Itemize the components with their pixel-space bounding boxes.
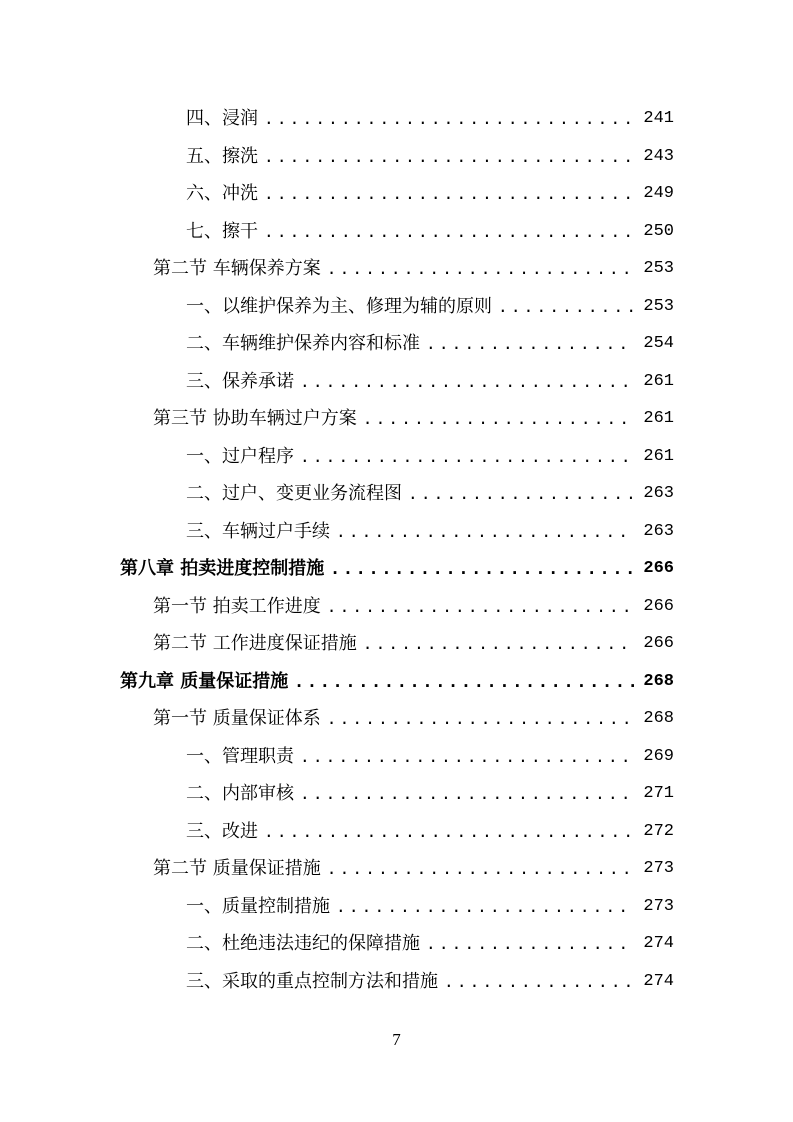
toc-entry[interactable] <box>0 888 793 926</box>
toc-entry-page: 254 <box>643 334 674 353</box>
toc-section-entry[interactable] <box>0 850 793 888</box>
toc-entry-page: 272 <box>643 821 674 841</box>
toc-entry-label: 七、擦干 <box>186 220 258 242</box>
toc-entry-label: 二、过户、变更业务流程图 <box>186 483 402 504</box>
toc-section-entry[interactable] <box>0 625 793 663</box>
toc-entry-label: 第一节 质量保证体系 <box>153 708 321 729</box>
dot-leader <box>327 850 634 888</box>
toc-entry-page: 261 <box>643 409 674 428</box>
toc-section-entry[interactable] <box>0 588 793 626</box>
toc-chapter-entry[interactable] <box>0 550 793 588</box>
toc-entry-page: 266 <box>643 596 674 616</box>
dot-leader <box>363 625 634 663</box>
dot-leader <box>426 925 634 963</box>
toc-entry-label: 一、以维护保养为主、修理为辅的原则 <box>186 295 492 317</box>
toc-entry-page: 268 <box>643 671 674 691</box>
toc-entry-label: 第二节 车辆保养方案 <box>153 258 321 279</box>
toc-entry-label: 一、过户程序 <box>186 445 294 467</box>
toc-entry-label: 一、管理职责 <box>186 745 294 767</box>
toc-entry-label: 第三节 协助车辆过户方案 <box>153 408 357 429</box>
toc-entry-page: 249 <box>643 184 674 203</box>
toc-entry-page: 274 <box>643 971 674 991</box>
toc-entry-label: 三、采取的重点控制方法和措施 <box>186 970 438 992</box>
dot-leader <box>327 700 634 738</box>
toc-entry-label: 四、浸润 <box>186 108 258 129</box>
dot-leader <box>363 400 634 438</box>
toc-entry-label: 五、擦洗 <box>186 145 258 167</box>
dot-leader <box>300 438 634 476</box>
toc-chapter-entry[interactable] <box>0 663 793 701</box>
dot-leader <box>264 213 634 251</box>
toc-entry[interactable] <box>0 213 793 251</box>
toc-section-entry[interactable] <box>0 700 793 738</box>
toc-entry-label: 二、车辆维护保养内容和标准 <box>186 333 420 354</box>
dot-leader <box>327 250 634 288</box>
toc-entry[interactable] <box>0 925 793 963</box>
toc-entry-page: 269 <box>643 746 674 766</box>
toc-entry[interactable] <box>0 775 793 813</box>
toc-entry-page: 273 <box>643 859 674 878</box>
dot-leader <box>426 325 634 363</box>
dot-leader <box>300 738 634 776</box>
toc-entry-label: 二、杜绝违法违纪的保障措施 <box>186 933 420 954</box>
toc-entry-label: 六、冲洗 <box>186 183 258 204</box>
toc-entry-label: 二、内部审核 <box>186 783 294 804</box>
toc-entry-page: 253 <box>643 259 674 278</box>
dot-leader <box>264 175 634 213</box>
toc-entry-label: 第八章 拍卖进度控制措施 <box>120 558 325 579</box>
toc-entry-label: 第二节 质量保证措施 <box>153 858 321 879</box>
dot-leader <box>264 813 634 851</box>
dot-leader <box>300 775 634 813</box>
toc-entry-page: 273 <box>643 896 674 916</box>
toc-entry-label: 一、质量控制措施 <box>186 895 330 917</box>
toc-entry-page: 253 <box>643 296 674 316</box>
toc-entry-page: 241 <box>643 109 674 128</box>
toc-entry[interactable] <box>0 100 793 138</box>
toc-entry-page: 263 <box>643 521 674 541</box>
toc-entry[interactable] <box>0 175 793 213</box>
dot-leader <box>498 288 634 326</box>
toc-entry-label: 第二节 工作进度保证措施 <box>153 633 357 654</box>
toc-entry[interactable] <box>0 738 793 776</box>
toc-entry-page: 266 <box>643 634 674 653</box>
toc-entry-page: 261 <box>643 446 674 466</box>
page-number: 7 <box>392 1030 401 1049</box>
toc-entry[interactable] <box>0 363 793 401</box>
toc-entry[interactable] <box>0 288 793 326</box>
toc-entry-page: 266 <box>643 559 674 578</box>
toc-entry[interactable] <box>0 138 793 176</box>
dot-leader <box>294 663 634 701</box>
toc-entry[interactable] <box>0 813 793 851</box>
toc-section-entry[interactable] <box>0 250 793 288</box>
toc-entry[interactable] <box>0 963 793 1001</box>
toc-section-entry[interactable] <box>0 400 793 438</box>
dot-leader <box>408 475 634 513</box>
table-of-contents <box>0 100 793 1000</box>
toc-entry[interactable] <box>0 513 793 551</box>
toc-entry-page: 274 <box>643 934 674 953</box>
toc-entry-label: 三、车辆过户手续 <box>186 520 330 542</box>
dot-leader <box>336 513 634 551</box>
toc-entry-label: 第一节 拍卖工作进度 <box>153 595 321 617</box>
dot-leader <box>444 963 634 1001</box>
dot-leader <box>327 588 634 626</box>
dot-leader <box>330 550 634 588</box>
toc-entry-page: 250 <box>643 221 674 241</box>
toc-entry-label: 第九章 质量保证措施 <box>120 670 289 692</box>
toc-entry-label: 三、改进 <box>186 820 258 842</box>
toc-entry-page: 271 <box>643 784 674 803</box>
toc-entry[interactable] <box>0 438 793 476</box>
toc-entry[interactable] <box>0 325 793 363</box>
toc-entry-page: 263 <box>643 484 674 503</box>
toc-entry-page: 261 <box>643 371 674 391</box>
dot-leader <box>264 138 634 176</box>
dot-leader <box>336 888 634 926</box>
toc-entry-label: 三、保养承诺 <box>186 370 294 392</box>
toc-entry-page: 243 <box>643 146 674 166</box>
toc-entry[interactable] <box>0 475 793 513</box>
toc-entry-page: 268 <box>643 709 674 728</box>
dot-leader <box>300 363 634 401</box>
dot-leader <box>264 100 634 138</box>
